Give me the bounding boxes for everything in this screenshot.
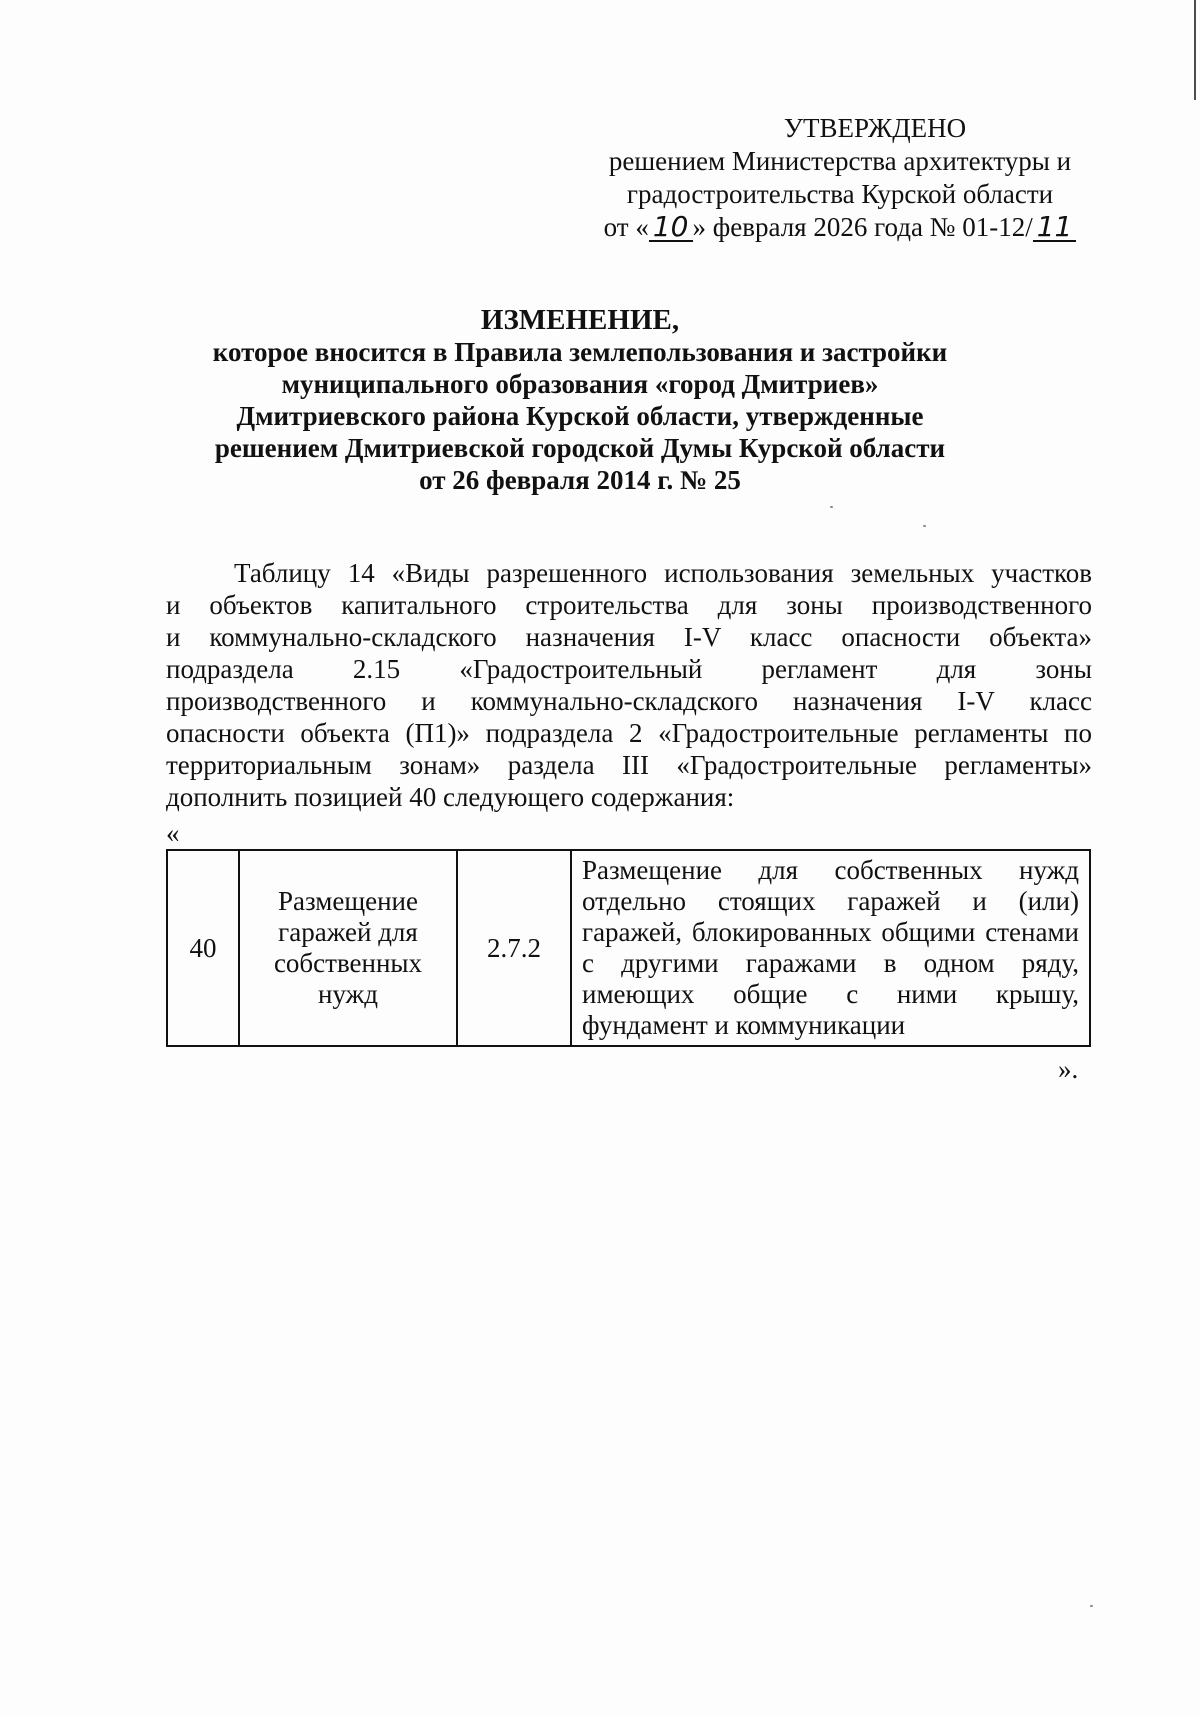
document-title: [140, 304, 1020, 496]
approval-line-1: решением Министерства архитектуры и: [608, 146, 1072, 176]
scan-speck: [830, 506, 833, 508]
title-line-3: Дмитриевского района Курской области, утвержденные: [236, 401, 924, 431]
body-paragraph: [166, 557, 1092, 813]
amendment-table: [166, 849, 1091, 1047]
approval-date-middle: » февраля 2026 года № 01-12/: [692, 212, 1033, 242]
approval-day-handwritten: 10: [649, 214, 693, 242]
table-row: [167, 850, 1090, 1046]
approval-date-line: [570, 211, 1110, 244]
scan-speck: [1090, 1605, 1093, 1607]
row-code-cell: 2.7.2: [457, 850, 571, 1046]
title-main: ИЗМЕНЕНИЕ,: [480, 304, 680, 336]
table-quote-close: ».: [1058, 1054, 1079, 1084]
approval-number-handwritten: 11: [1033, 214, 1077, 242]
body-line-8: дополнить позицией 40 следующего содержания:: [166, 782, 735, 812]
title-line-1: которое вносится в Правила землепользования и застройки: [212, 337, 948, 367]
body-line-3: и коммунально-складского назначения I-V класс опасности объекта»: [166, 622, 1092, 652]
approval-line-2: градостроительства Курской области: [626, 179, 1054, 209]
title-line-2: муниципального образования «город Дмитриев»: [281, 369, 879, 399]
row-use-name-cell: Размещение гаражей для собственных нужд: [239, 850, 457, 1046]
scan-speck: [923, 525, 926, 527]
approval-date-prefix: от «: [603, 212, 649, 242]
approval-heading: УТВЕРЖДЕНО: [783, 113, 967, 143]
title-line-5: от 26 февраля 2014 г. № 25: [419, 465, 741, 495]
body-line-2: и объектов капитального строительства для зоны производственного: [166, 590, 1092, 620]
body-line-4: подраздела 2.15 «Градостроительный регламент для зоны: [166, 654, 1092, 684]
scan-edge-mark: [1194, 0, 1196, 100]
body-line-6: опасности объекта (П1)» подраздела 2 «Градостроительные регламенты по: [166, 718, 1092, 748]
table-quote-open: «: [166, 818, 180, 848]
row-number-cell: 40: [167, 850, 239, 1046]
body-line-1: Таблицу 14 «Виды разрешенного использования земельных участков: [234, 558, 1092, 588]
row-description-cell: Размещение для собственных нужд отдельно стоящих гаражей и (или) гаражей, блокированных общими стенами с другими гаражами в одном ряду, имеющих общие с ними крышу, фундамент и коммуникации: [571, 850, 1090, 1046]
body-line-7: территориальным зонам» раздела III «Градостроительные регламенты»: [166, 750, 1092, 780]
title-line-4: решением Дмитриевской городской Думы Курской области: [214, 433, 946, 463]
approval-block: [570, 112, 1110, 244]
body-line-5: производственного и коммунально-складского назначения I-V класс: [166, 686, 1092, 716]
